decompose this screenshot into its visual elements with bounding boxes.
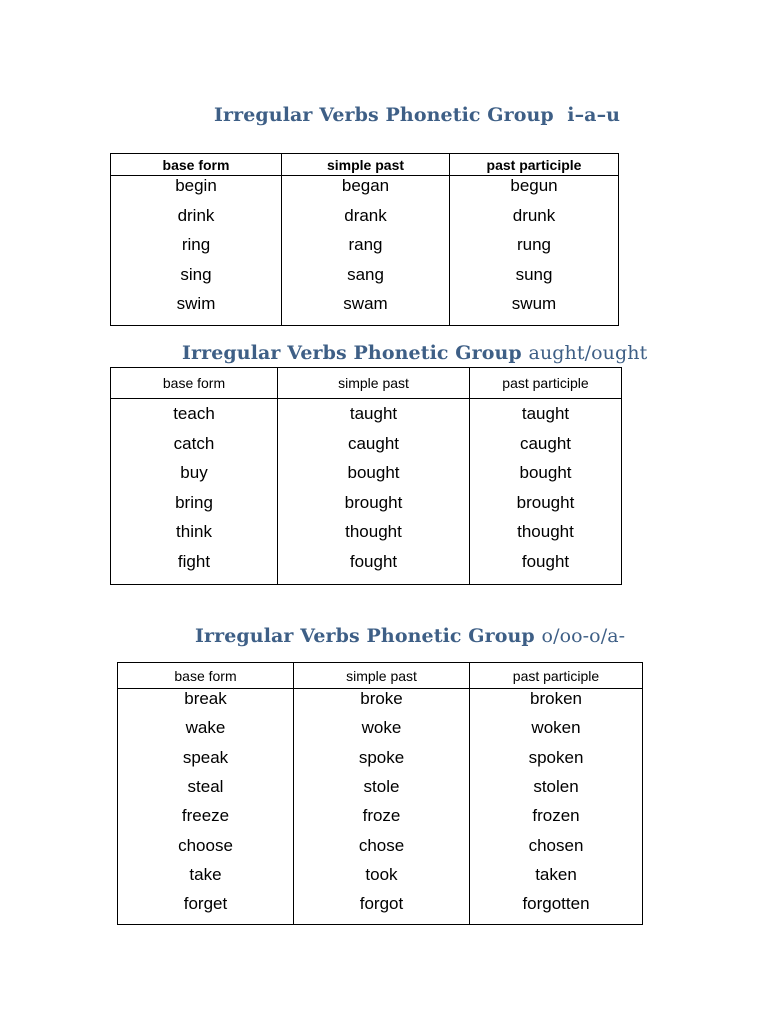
header-simple-past: simple past [277, 368, 469, 398]
cell-simple-past: began [341, 176, 390, 195]
section-1-title: Irregular Verbs Phonetic Group [214, 104, 554, 126]
section-1-pattern: i–a–u [567, 104, 621, 126]
cell-simple-past: thought [345, 522, 402, 541]
cell-base-form: sing [180, 264, 212, 284]
header-simple-past: simple past [281, 154, 449, 175]
table-header-row [111, 154, 618, 176]
header-simple-past: simple past [293, 663, 469, 688]
cell-simple-past: fought [349, 551, 398, 571]
column-base-form [111, 176, 281, 325]
cell-simple-past: brought [344, 492, 403, 512]
cell-base-form: think [176, 522, 212, 541]
header-base-form: base form [162, 375, 226, 391]
column-past-participle [469, 689, 642, 924]
cell-past-participle: sung [515, 264, 553, 284]
cell-base-form: bring [175, 492, 213, 512]
header-past-participle: past participle [469, 368, 621, 398]
column-base-form [118, 689, 293, 924]
column-base-form [111, 399, 277, 584]
table-header-row [118, 663, 642, 689]
verb-table-2 [110, 367, 622, 585]
cell-base-form: choose [178, 835, 233, 855]
cell-base-form: fight [177, 551, 211, 571]
cell-base-form: begin [175, 176, 217, 195]
cell-past-participle: broken [530, 689, 582, 708]
cell-simple-past: swam [343, 294, 388, 313]
header-base-form: base form [174, 667, 237, 684]
cell-base-form: break [184, 689, 227, 708]
cell-base-form: speak [182, 747, 229, 767]
cell-past-participle: spoken [528, 747, 584, 767]
cell-simple-past: caught [347, 433, 400, 453]
column-simple-past [281, 176, 449, 325]
verb-table-3 [117, 662, 643, 925]
cell-base-form: catch [173, 433, 215, 453]
section-2-heading [182, 342, 647, 364]
cell-base-form: steal [187, 776, 224, 796]
cell-past-participle: fought [521, 551, 570, 571]
section-1-heading [214, 104, 620, 126]
cell-past-participle: forgotten [522, 894, 590, 914]
cell-past-participle: caught [519, 433, 572, 453]
cell-base-form: swim [176, 294, 216, 313]
section-3-pattern: o/oo-o/a- [541, 625, 626, 647]
cell-base-form: freeze [181, 806, 230, 826]
table-body [111, 399, 621, 584]
table-header-row [111, 368, 621, 399]
section-2-pattern: aught/ought [528, 342, 648, 364]
cell-simple-past: took [365, 864, 398, 884]
cell-simple-past: chose [358, 835, 405, 855]
cell-simple-past: froze [362, 806, 401, 826]
cell-past-participle: swum [511, 294, 557, 313]
cell-past-participle: woken [531, 718, 581, 738]
column-simple-past [293, 689, 469, 924]
cell-base-form: teach [173, 404, 215, 423]
column-past-participle [469, 399, 621, 584]
column-past-participle [449, 176, 618, 325]
table-body [111, 176, 618, 325]
cell-base-form: ring [181, 235, 211, 254]
cell-past-participle: brought [516, 492, 575, 512]
section-3-heading [195, 625, 625, 647]
cell-past-participle: taken [535, 864, 577, 884]
cell-past-participle: rung [516, 235, 552, 254]
cell-simple-past: stole [363, 776, 400, 796]
cell-base-form: wake [185, 718, 226, 738]
header-past-participle: past participle [469, 663, 642, 688]
cell-simple-past: drank [344, 205, 387, 225]
table-body [118, 689, 642, 924]
verb-table-1 [110, 153, 619, 326]
cell-simple-past: taught [349, 404, 398, 423]
cell-past-participle: bought [519, 463, 572, 482]
cell-simple-past: rang [348, 235, 383, 254]
cell-past-participle: frozen [532, 806, 580, 826]
section-2-title: Irregular Verbs Phonetic Group [182, 342, 522, 364]
cell-simple-past: sang [347, 264, 384, 284]
cell-base-form: buy [180, 463, 208, 482]
column-simple-past [277, 399, 469, 584]
cell-base-form: forget [183, 894, 228, 914]
header-past-participle: past participle [449, 154, 618, 175]
header-base-form: base form [162, 156, 230, 173]
cell-past-participle: begun [510, 176, 558, 195]
cell-base-form: take [189, 864, 222, 884]
cell-past-participle: thought [517, 522, 574, 541]
cell-past-participle: drunk [512, 205, 556, 225]
cell-simple-past: forgot [359, 894, 404, 914]
cell-simple-past: spoke [358, 747, 405, 767]
cell-base-form: drink [177, 205, 215, 225]
cell-past-participle: stolen [533, 776, 579, 796]
cell-past-participle: chosen [528, 835, 584, 855]
section-3-title: Irregular Verbs Phonetic Group [195, 625, 535, 647]
cell-simple-past: bought [347, 463, 400, 482]
cell-simple-past: woke [361, 718, 402, 738]
cell-simple-past: broke [360, 689, 403, 708]
cell-past-participle: taught [521, 404, 570, 423]
